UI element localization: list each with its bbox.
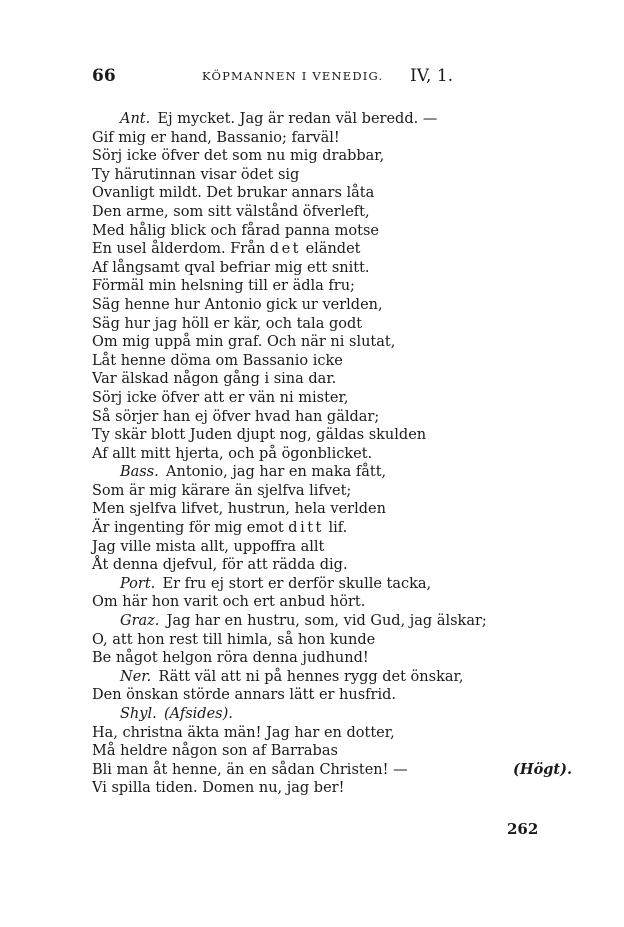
line-text: Er fru ej stort er derför skulle tacka, (162, 575, 432, 592)
page-number: 66 (92, 66, 116, 86)
line-text: Om mig uppå min graf. Och när ni slutat, (92, 334, 396, 351)
running-title: KÖPMANNEN I VENEDIG. (202, 69, 384, 83)
line-text: Vi spilla tiden. Domen nu, jag ber! (92, 780, 345, 797)
line-text-continued: lif. (328, 520, 348, 537)
emphasized-word: ditt (288, 520, 324, 537)
verse-line (92, 147, 572, 166)
verse-line (92, 370, 572, 389)
line-text: Ty skär blott Juden djupt nog, gäldas skulden (92, 427, 427, 444)
verse-line (92, 408, 572, 427)
line-text: Förmäl min helsning till er ädla fru; (92, 278, 355, 295)
line-text: Ha, christna äkta män! Jag har en dotter, (92, 724, 395, 741)
speaker-name: Graz. (120, 613, 160, 630)
line-text: Är ingenting för mig emot (92, 520, 284, 537)
speech-opening-line (92, 668, 572, 687)
stage-direction: (Högt). (513, 760, 572, 778)
speech-opening-line (92, 110, 572, 129)
printer-signature: 262 (507, 820, 539, 838)
speech-opening-line (92, 705, 572, 724)
line-text: Den arme, som sitt välstånd öfverleft, (92, 203, 370, 220)
line-text: Den önskan störde annars lätt er husfrid. (92, 687, 397, 704)
verse-line (92, 222, 572, 241)
speaker-name: Bass. (120, 464, 159, 481)
line-text: Må heldre någon son af Barrabas (92, 743, 338, 760)
line-text: Ovanligt mildt. Det brukar annars låta (92, 185, 375, 202)
play-text (92, 110, 572, 798)
line-text: Jag ville mista allt, uppoffra allt (92, 538, 325, 555)
line-text: Rätt väl att ni på hennes rygg det önskar, (158, 668, 464, 685)
line-text: Var älskad någon gång i sina dar. (92, 371, 337, 388)
verse-line (92, 426, 572, 445)
verse-line (92, 649, 572, 668)
line-text: Låt henne döma om Bassanio icke (92, 352, 343, 369)
verse-line (92, 389, 572, 408)
line-text: Säg henne hur Antonio gick ur verlden, (92, 296, 383, 313)
verse-line (92, 724, 572, 743)
verse-line (92, 129, 572, 148)
verse-line (92, 277, 572, 296)
verse-line (92, 631, 572, 650)
verse-line (92, 445, 572, 464)
line-text: Sörj icke öfver det som nu mig drabbar, (92, 148, 385, 165)
line-text: Men sjelfva lifvet, hustrun, hela verlden (92, 501, 386, 518)
verse-line (92, 333, 572, 352)
verse-line (92, 482, 572, 501)
line-text: Med hålig blick och fårad panna motse (92, 222, 380, 239)
verse-line (92, 686, 572, 705)
line-text: Gif mig er hand, Bassanio; farväl! (92, 129, 340, 146)
line-text: Jag har en hustru, som, vid Gud, jag älskar; (166, 613, 487, 630)
act-scene-reference: IV, 1. (410, 66, 454, 86)
speaker-name: Ner. (120, 668, 152, 685)
verse-line (92, 593, 572, 612)
speaker-name: Port. (120, 575, 156, 592)
verse-line (92, 315, 572, 334)
line-text: Som är mig kärare än sjelfva lifvet; (92, 482, 352, 499)
line-text: En usel ålderdom. Från (92, 241, 266, 258)
verse-line (92, 538, 572, 557)
line-text-continued: eländet (305, 241, 361, 258)
stage-direction: (Afsides). (163, 706, 233, 722)
line-text: Säg hur jag höll er kär, och tala godt (92, 315, 363, 332)
verse-line (92, 742, 572, 761)
verse-line (92, 779, 572, 798)
page-header (92, 66, 532, 90)
line-text: Ty härutinnan visar ödet sig (92, 166, 300, 183)
line-text: Bli man åt henne, än en sådan Christen! — (92, 761, 408, 778)
verse-line (92, 519, 572, 538)
line-text: Om här hon varit och ert anbud hört. (92, 594, 366, 611)
line-text: Ej mycket. Jag är redan väl beredd. — (157, 111, 438, 127)
line-text: Så sörjer han ej öfver hvad han gäldar; (92, 408, 380, 425)
line-text: O, att hon rest till himla, så hon kunde (92, 631, 376, 648)
speech-opening-line (92, 612, 572, 631)
speech-opening-line (92, 463, 572, 482)
line-text: Sörj icke öfver att er vän ni mister, (92, 389, 349, 406)
emphasized-word: det (269, 241, 301, 258)
speech-opening-line (92, 575, 572, 594)
verse-line (92, 352, 572, 371)
verse-line (92, 500, 572, 519)
verse-line (92, 761, 572, 780)
verse-line (92, 296, 572, 315)
speaker-name: Ant. (120, 111, 151, 127)
verse-line (92, 240, 572, 259)
verse-line (92, 184, 572, 203)
line-text: Af långsamt qval befriar mig ett snitt. (92, 259, 370, 276)
speaker-name: Shyl. (120, 706, 157, 722)
line-text: Be något helgon röra denna judhund! (92, 650, 369, 667)
verse-line (92, 259, 572, 278)
line-text: Af allt mitt hjerta, och på ögonblicket. (92, 445, 373, 462)
line-text: Åt denna djefvul, för att rädda dig. (92, 557, 348, 574)
verse-line (92, 556, 572, 575)
verse-line (92, 166, 572, 185)
verse-line (92, 203, 572, 222)
line-text: Antonio, jag har en maka fått, (166, 464, 387, 481)
